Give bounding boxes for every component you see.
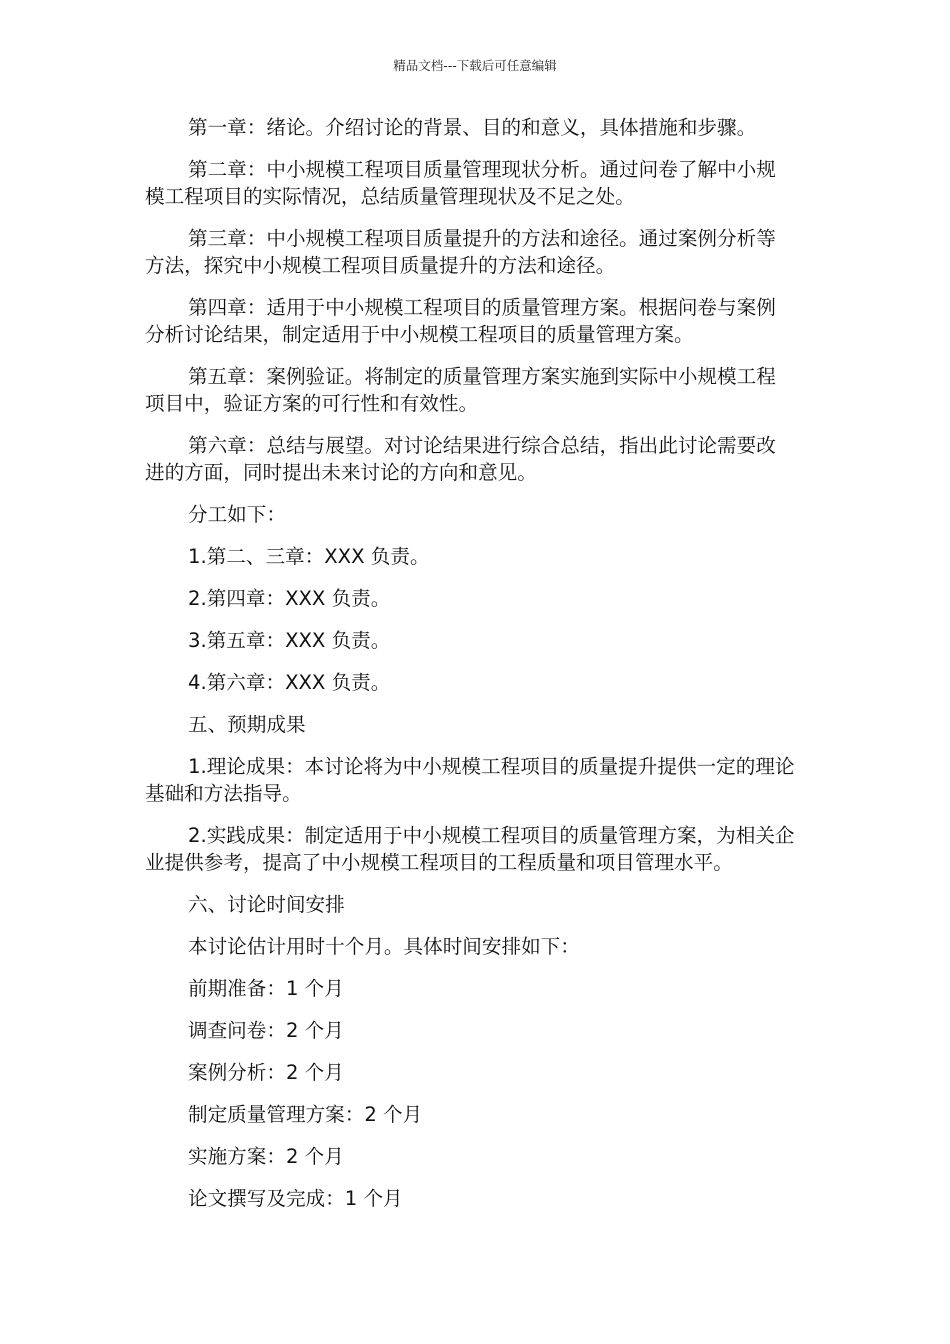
list-item-division-1: 1.第二、三章：XXX 负责。 (188, 545, 430, 568)
paragraph-chapter-4: 第四章：适用于中小规模工程项目的质量管理方案。根据问卷与案例分析讨论结果，制定适用于中小规模工程项目的质量管理方案。 (145, 296, 776, 346)
list-item-schedule-2: 调查问卷：2 个月 (188, 1019, 344, 1042)
paragraph-practice-result: 2.实践成果：制定适用于中小规模工程项目的质量管理方案，为相关企业提供参考，提高了中小规模工程项目的工程质量和项目管理水平。 (145, 824, 795, 874)
page-header: 精品文档---下载后可任意编辑 (393, 58, 557, 73)
list-item-division-3: 3.第五章：XXX 负责。 (188, 629, 391, 652)
paragraph-division-heading: 分工如下： (188, 503, 286, 526)
paragraph-theory-result: 1.理论成果：本讨论将为中小规模工程项目的质量提升提供一定的理论基础和方法指导。 (145, 755, 795, 805)
paragraph-chapter-2: 第二章：中小规模工程项目质量管理现状分析。通过问卷了解中小规模工程项目的实际情况，总结质量管理现状及不足之处。 (145, 158, 776, 208)
list-item-schedule-6: 论文撰写及完成：1 个月 (188, 1187, 403, 1210)
section-heading-expected-results: 五、预期成果 (188, 713, 306, 736)
list-item-schedule-3: 案例分析：2 个月 (188, 1061, 344, 1084)
section-heading-schedule: 六、讨论时间安排 (188, 893, 345, 916)
document-body (145, 114, 795, 1227)
paragraph-chapter-6: 第六章：总结与展望。对讨论结果进行综合总结，指出此讨论需要改进的方面，同时提出未来讨论的方向和意见。 (145, 434, 776, 484)
paragraph-chapter-5: 第五章：案例验证。将制定的质量管理方案实施到实际中小规模工程项目中，验证方案的可行性和有效性。 (145, 365, 776, 415)
list-item-division-2: 2.第四章：XXX 负责。 (188, 587, 391, 610)
list-item-schedule-1: 前期准备：1 个月 (188, 977, 344, 1000)
paragraph-schedule-intro: 本讨论估计用时十个月。具体时间安排如下： (188, 935, 580, 958)
list-item-division-4: 4.第六章：XXX 负责。 (188, 671, 391, 694)
list-item-schedule-4: 制定质量管理方案：2 个月 (188, 1103, 423, 1126)
list-item-schedule-5: 实施方案：2 个月 (188, 1145, 344, 1168)
paragraph-chapter-3: 第三章：中小规模工程项目质量提升的方法和途径。通过案例分析等方法，探究中小规模工程项目质量提升的方法和途径。 (145, 227, 776, 277)
paragraph-chapter-1: 第一章：绪论。介绍讨论的背景、目的和意义，具体措施和步骤。 (188, 116, 757, 139)
